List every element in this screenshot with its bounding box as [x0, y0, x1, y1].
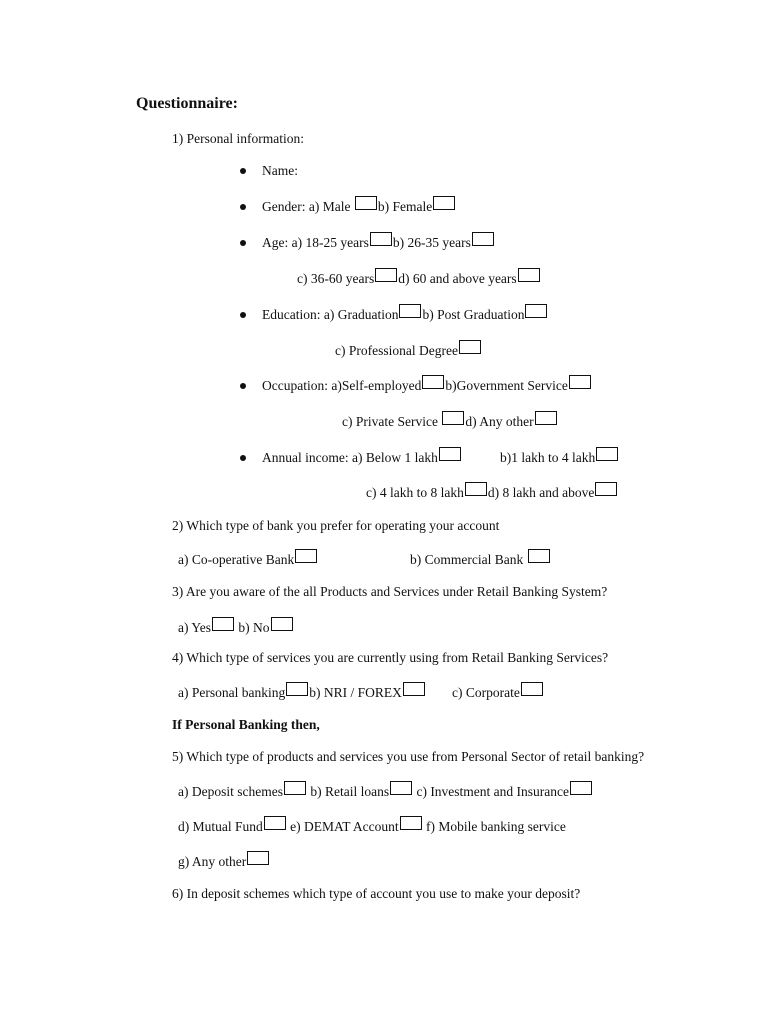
checkbox-education-a[interactable]: [399, 304, 421, 318]
q5-options-line-1: [178, 784, 593, 800]
checkbox-male[interactable]: [355, 196, 377, 210]
income-line-2: [366, 485, 618, 501]
q4-option-c: c) Corporate: [452, 685, 520, 700]
checkbox-income-c[interactable]: [465, 482, 487, 496]
age-line-2: [297, 271, 541, 287]
q5-option-g: g) Any other: [178, 854, 247, 869]
q3-option-b: b) No: [238, 620, 270, 635]
gender-option-female: b) Female: [377, 199, 433, 214]
q5-options-line-3: [178, 854, 270, 870]
q4-options-line: [178, 685, 426, 701]
q5-option-c: c) Investment and Insurance: [416, 784, 570, 799]
checkbox-q5-g[interactable]: [247, 851, 269, 865]
occupation-option-d: d) Any other: [465, 414, 534, 429]
checkbox-q4-a[interactable]: [286, 682, 308, 696]
bullet-icon: [240, 204, 246, 210]
checkbox-income-a[interactable]: [439, 447, 461, 461]
occupation-option-b: b)Government Service: [445, 378, 568, 393]
age-option-c: c) 36-60 years: [297, 271, 375, 286]
occupation-line: [262, 378, 592, 394]
q5-option-b: b) Retail loans: [310, 784, 390, 799]
education-line: [262, 307, 548, 323]
name-label: Name:: [262, 163, 298, 178]
q2-option-a: a) Co-operative Bank: [178, 552, 295, 567]
checkbox-q2-a[interactable]: [295, 549, 317, 563]
q5-option-a: a) Deposit schemes: [178, 784, 283, 799]
checkbox-occupation-a[interactable]: [422, 375, 444, 389]
income-line: [262, 450, 462, 466]
bullet-icon: [240, 168, 246, 174]
q3-options-line: [178, 620, 294, 636]
q4-option-c-line: [452, 685, 544, 701]
checkbox-q5-c[interactable]: [570, 781, 592, 795]
checkbox-q5-e[interactable]: [400, 816, 422, 830]
question-4: 4) Which type of services you are currently using from Retail Banking Services?: [172, 650, 609, 665]
gender-line: [262, 199, 456, 215]
q4-option-b: b) NRI / FOREX: [309, 685, 402, 700]
q5-option-e: e) DEMAT Account: [290, 819, 399, 834]
checkbox-education-c[interactable]: [459, 340, 481, 354]
bullet-icon: [240, 240, 246, 246]
q2-option-b: b) Commercial Bank: [410, 552, 524, 567]
question-6: 6) In deposit schemes which type of account you use to make your deposit?: [172, 886, 581, 901]
checkbox-female[interactable]: [433, 196, 455, 210]
checkbox-occupation-b[interactable]: [569, 375, 591, 389]
checkbox-q2-b[interactable]: [528, 549, 550, 563]
education-option-b: b) Post Graduation: [422, 307, 525, 322]
income-option-c: c) 4 lakh to 8 lakh: [366, 485, 464, 500]
checkbox-income-d[interactable]: [595, 482, 617, 496]
income-option-b: b)1 lakh to 4 lakh: [500, 450, 596, 465]
question-5: 5) Which type of products and services you use from Personal Sector of retail banking?: [172, 749, 645, 764]
question-3: 3) Are you aware of the all Products and Services under Retail Banking System?: [172, 584, 608, 599]
age-option-b: b) 26-35 years: [392, 235, 471, 250]
occupation-option-c: c) Private Service: [342, 414, 438, 429]
education-line-2: [335, 343, 482, 359]
checkbox-occupation-c[interactable]: [442, 411, 464, 425]
q4-option-a: a) Personal banking: [178, 685, 286, 700]
checkbox-q3-b[interactable]: [271, 617, 293, 631]
checkbox-occupation-d[interactable]: [535, 411, 557, 425]
conditional-heading: If Personal Banking then,: [172, 717, 320, 732]
question-1-heading: 1) Personal information:: [172, 131, 304, 146]
income-option-a: Annual income: a) Below 1 lakh: [262, 450, 438, 465]
q5-option-d: d) Mutual Fund: [178, 819, 263, 834]
occupation-option-a: Occupation: a)Self-employed: [262, 378, 422, 393]
checkbox-q4-b[interactable]: [403, 682, 425, 696]
checkbox-q3-a[interactable]: [212, 617, 234, 631]
bullet-icon: [240, 455, 246, 461]
age-option-a: Age: a) 18-25 years: [262, 235, 369, 250]
checkbox-q4-c[interactable]: [521, 682, 543, 696]
income-line-b: [500, 450, 619, 466]
q2-option-b-line: [410, 552, 551, 568]
q2-option-a-line: [178, 552, 318, 568]
income-option-d: d) 8 lakh and above: [487, 485, 595, 500]
education-option-c: c) Professional Degree: [335, 343, 458, 358]
age-option-d: d) 60 and above years: [398, 271, 517, 286]
checkbox-q5-b[interactable]: [390, 781, 412, 795]
checkbox-age-b[interactable]: [472, 232, 494, 246]
q5-option-f: f) Mobile banking service: [426, 819, 566, 834]
bullet-icon: [240, 383, 246, 389]
q3-option-a: a) Yes: [178, 620, 212, 635]
q5-options-line-2: [178, 819, 566, 835]
checkbox-age-a[interactable]: [370, 232, 392, 246]
checkbox-income-b[interactable]: [596, 447, 618, 461]
bullet-icon: [240, 312, 246, 318]
age-line: [262, 235, 495, 251]
occupation-line-2: [342, 414, 558, 430]
checkbox-age-d[interactable]: [518, 268, 540, 282]
page-title: Questionnaire:: [136, 95, 238, 112]
checkbox-education-b[interactable]: [525, 304, 547, 318]
education-option-a: Education: a) Graduation: [262, 307, 399, 322]
question-2: 2) Which type of bank you prefer for operating your account: [172, 518, 500, 533]
checkbox-age-c[interactable]: [375, 268, 397, 282]
checkbox-q5-a[interactable]: [284, 781, 306, 795]
gender-option-male: Gender: a) Male: [262, 199, 351, 214]
checkbox-q5-d[interactable]: [264, 816, 286, 830]
